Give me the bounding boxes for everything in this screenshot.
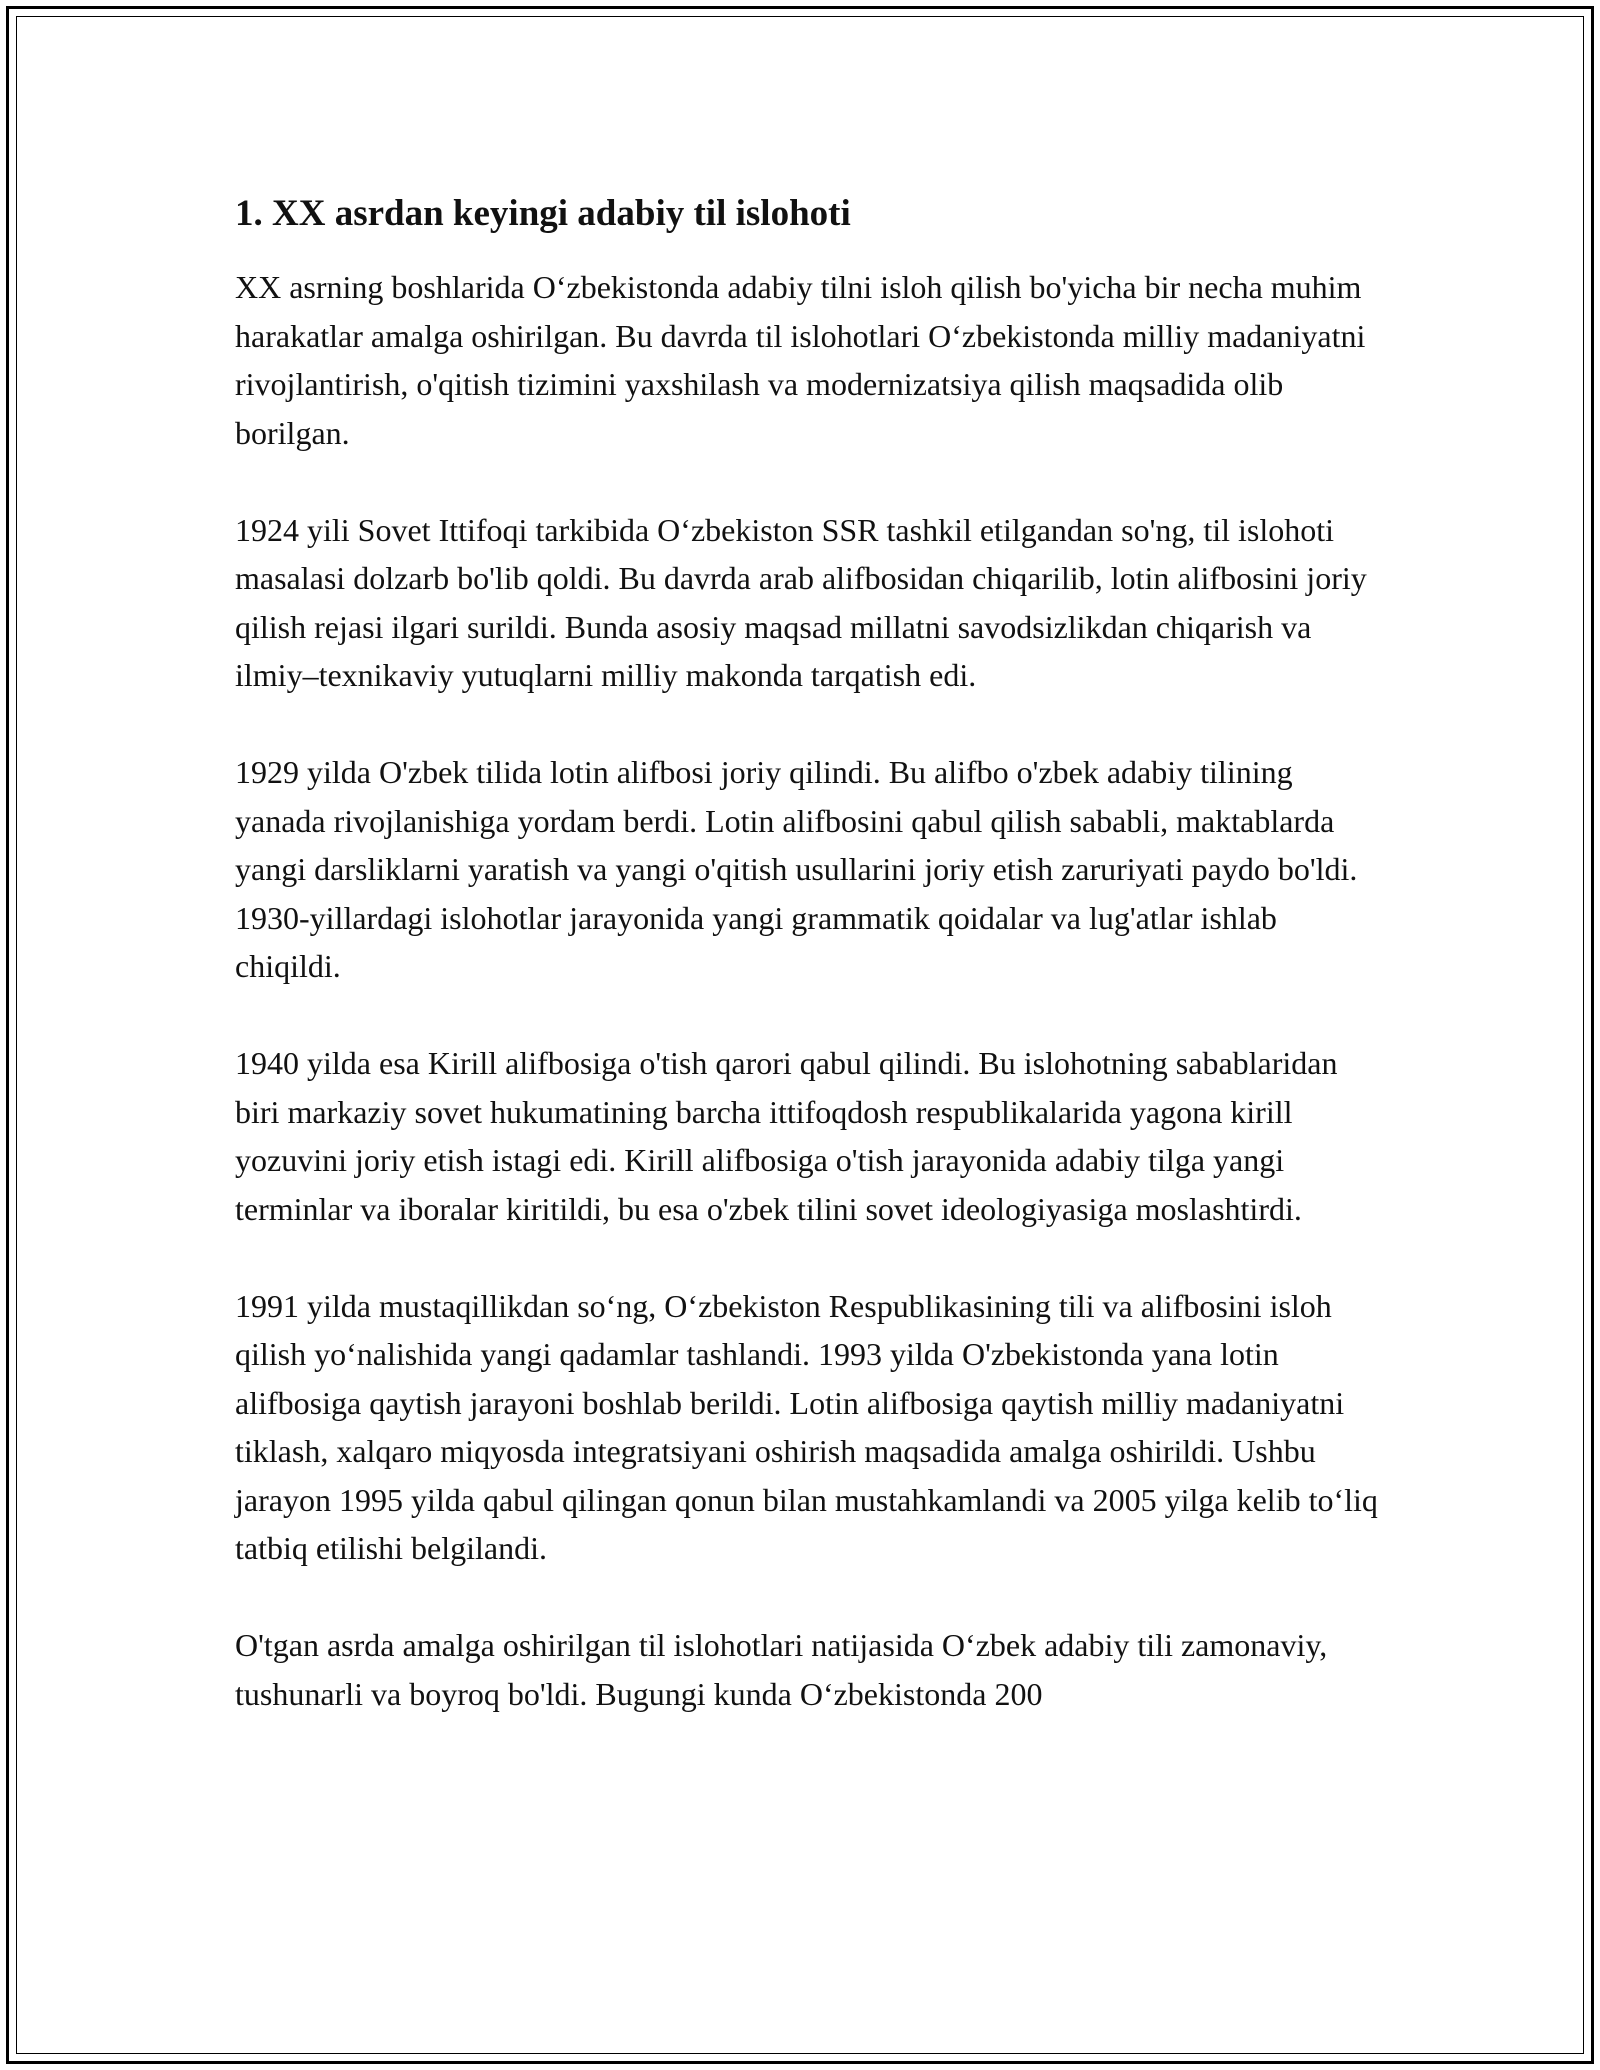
paragraph-conclusion: O'tgan asrda amalga oshirilgan til islohotlari natijasida O‘zbek adabiy tili zamonaviy, tushunarli va boyroq bo'ldi. Bugungi kunda O‘zbekistonda 200: [235, 1627, 1328, 1712]
paragraph-1940: 1940 yilda esa Kirill alifbosiga o'tish qarori qabul qilindi. Bu islohotning sabablaridan biri markaziy sovet hukumatining barcha ittifoqdosh respublikalarida yagona kirill yozuvini joriy etish istagi edi. Kirill alifbosiga o'tish jarayonida adabiy tilga yangi terminlar va iboralar kiritildi, bu esa o'zbek tilini sovet ideologiyasiga moslashtirdi.: [235, 1045, 1338, 1227]
paragraph-1924: 1924 yili Sovet Ittifoqi tarkibida O‘zbekiston SSR tashkil etilgandan so'ng, til islohoti masalasi dolzarb bo'lib qoldi. Bu davrda arab alifbosidan chiqarilib, lotin alifbosini joriy qilish rejasi ilgari surildi. Bunda asosiy maqsad millatni savodsizlikdan chiqarish va ilmiy–texnikaviy yutuqlarni milliy makonda tarqatish edi.: [235, 511, 1367, 693]
paragraph-1929: 1929 yilda O'zbek tilida lotin alifbosi joriy qilindi. Bu alifbo o'zbek adabiy tilining yanada rivojlanishiga yordam berdi. Lotin alifbosini qabul qilish sababli, maktablarda yangi darsliklarni yaratish va yangi o'qitish usullarini joriy etish zaruriyati paydo bo'ldi. 1930-yillardagi islohotlar jarayonida yangi grammatik qoidalar va lug'atlar ishlab chiqildi.: [235, 754, 1358, 984]
paragraph-intro: XX asrning boshlarida O‘zbekistonda adabiy tilni isloh qilish bo'yicha bir necha muhim harakatlar amalga oshirilgan. Bu davrda til islohotlari O‘zbekistonda milliy madaniyatni rivojlantirish, o'qitish tizimini yaxshilash va modernizatsiya qilish maqsadida olib borilgan.: [235, 269, 1366, 451]
section-heading: 1. XX asrdan keyingi adabiy til islohoti: [235, 193, 851, 234]
document-body: [235, 190, 1385, 1767]
paragraph-1991: 1991 yilda mustaqillikdan so‘ng, O‘zbekiston Respublikasining tili va alifbosini isloh qilish yo‘nalishida yangi qadamlar tashlandi. 1993 yilda O'zbekistonda yana lotin alifbosiga qaytish jarayoni boshlab berildi. Lotin alifbosiga qaytish milliy madaniyatni tiklash, xalqaro miqyosda integratsiyani oshirish maqsadida amalga oshirildi. Ushbu jarayon 1995 yilda qabul qilingan qonun bilan mustahkamlandi va 2005 yilga kelib to‘liq tatbiq etilishi belgilandi.: [235, 1287, 1378, 1566]
